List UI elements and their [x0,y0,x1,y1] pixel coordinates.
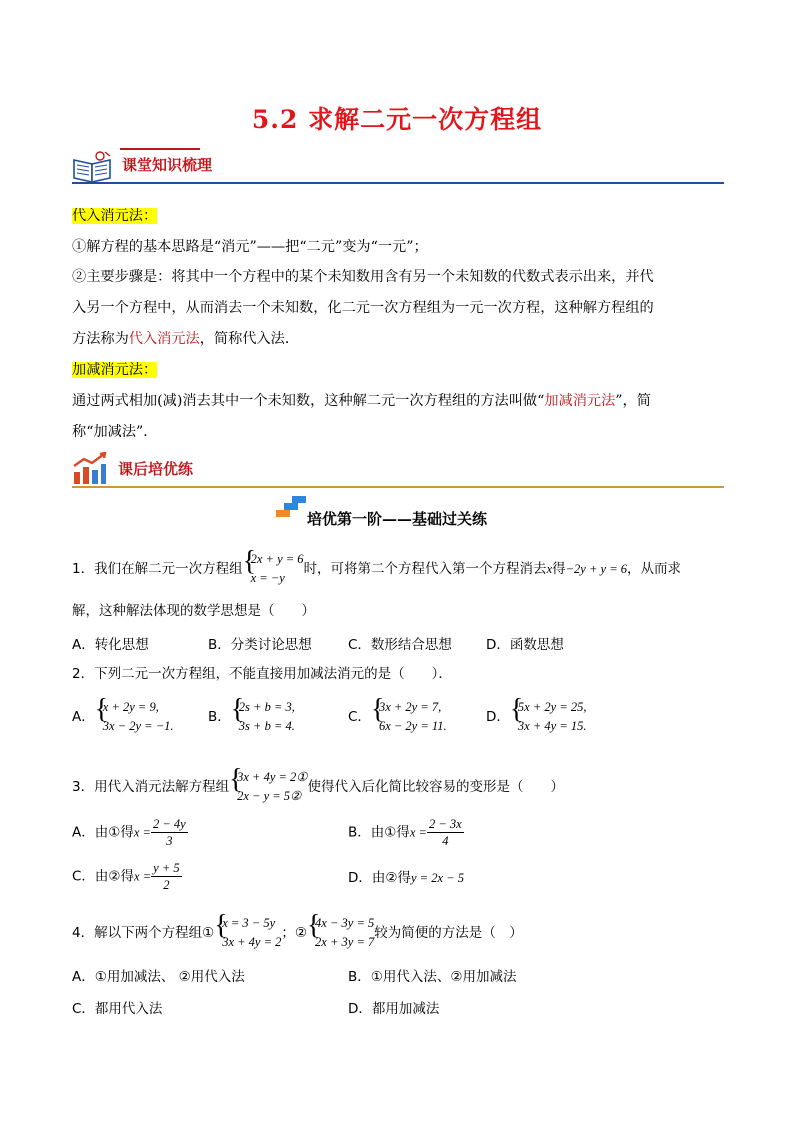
paragraph-2a: ②主要步骤是：将其中一个方程中的某个未知数用含有另一个未知数的代数式表示出来，并代 [72,269,654,285]
section-label: 课堂知识梳理 [122,156,213,174]
q2-option-c[interactable]: C． { 3x + 2y = 7, 6x − 2y = 11. [348,698,447,736]
section-rule [72,182,724,184]
paragraph-3a: 通过两式相加(减)消去其中一个未知数，这种解二元一次方程组的方法叫做“加减消元法”，简 [72,393,651,409]
section-rule [72,486,724,488]
equation-system: { 5x + 2y = 25, 3x + 4y = 15. [509,694,587,733]
page-title: 5.2 求解二元一次方程组 [251,105,543,134]
question-4-stem: 4．解以下两个方程组① { x = 3 − 5y 3x + 4y = 2 ；② { 4x − 3y = 5 2x + 3y = 7 较为简便的方法是（ ） [72,914,523,952]
book-icon [72,150,114,184]
equation-system: { x = 3 − 5y 3x + 4y = 2 [214,910,282,949]
subheading-elimination: 加减消元法： [72,362,158,378]
section-top-accent [120,148,200,150]
q1-option-d[interactable]: D．函数思想 [486,637,564,653]
fraction: $\frac{2 - 3x}{4}$ [428,817,462,848]
question-2-stem: 2．下列二元一次方程组，不能直接用加减法消元的是（ ）． [72,666,452,682]
fraction: $\frac{y + 5}{2}$ [153,861,180,892]
q2-option-b[interactable]: B． { 2s + b = 3, 3s + b = 4. [208,698,295,736]
q4-option-b[interactable]: B．①用代入法、②用加减法 [348,969,517,985]
equation-system: { 3x + 4y = 2① 2x − y = 5② [229,764,308,803]
equation-system: { 4x − 3y = 5 2x + 3y = 7 [307,910,375,949]
q2-option-d[interactable]: D． { 5x + 2y = 25, 3x + 4y = 15. [486,698,587,736]
question-1-stem: 1．我们在解二元一次方程组 { 2x + y = 6 x = −y 时，可将第二个方程代入第一个方程消去x得−2y + y = 6，从而求 [72,550,681,588]
q2-option-a[interactable]: A． { x + 2y = 9, 3x − 2y = −1. [72,698,174,736]
paragraph-2c: 方法称为代入消元法，简称代入法． [72,331,300,347]
paragraph-1: ①解方程的基本思路是“消元”——把“二元”变为“一元”； [72,239,428,255]
paragraph-2b: 入另一个方程中，从而消去一个未知数，化二元一次方程组为一元一次方程，这种解方程组的 [72,300,654,316]
q3-option-c[interactable]: C．由②得x = $\frac{y + 5}{2}$ [72,861,180,892]
q4-option-c[interactable]: C．都用代入法 [72,1001,163,1017]
q1-option-a[interactable]: A．转化思想 [72,637,149,653]
section-header-knowledge [72,148,724,184]
q3-option-b[interactable]: B．由①得x = $\frac{2 - 3x}{4}$ [348,817,462,848]
equation-system: { x + 2y = 9, 3x − 2y = −1. [94,694,174,733]
q4-option-a[interactable]: A．①用加减法、 ②用代入法 [72,969,245,985]
bar-chart-icon [72,452,108,486]
section-label: 课后培优练 [118,460,194,478]
equation-system: { 2x + y = 6 x = −y [242,546,304,585]
paragraph-3b: 称“加减法”． [72,424,158,440]
subheading-substitution: 代入消元法： [72,208,158,224]
question-3-stem: 3．用代入消元法解方程组 { 3x + 4y = 2① 2x − y = 5② 使得代入后化简比较容易的变形是（ ） [72,768,564,806]
q1-option-b[interactable]: B．分类讨论思想 [208,637,312,653]
equation-system: { 2s + b = 3, 3s + b = 4. [230,694,295,733]
q3-option-d[interactable]: D．由②得y = 2x − 5 [348,870,464,886]
q4-option-d[interactable]: D．都用加减法 [348,1001,440,1017]
q1-option-c[interactable]: C．数形结合思想 [348,637,452,653]
tier-heading: 培优第一阶——基础过关练 [306,510,487,528]
question-1-stem-cont: 解，这种解法体现的数学思想是（ ） [72,603,315,619]
fraction: $\frac{2 - 4y}{3}$ [152,817,186,848]
equation-system: { 3x + 2y = 7, 6x − 2y = 11. [370,694,447,733]
q3-option-a[interactable]: A．由①得x = $\frac{2 - 4y}{3}$ [72,817,186,848]
section-header-practice [72,452,724,488]
